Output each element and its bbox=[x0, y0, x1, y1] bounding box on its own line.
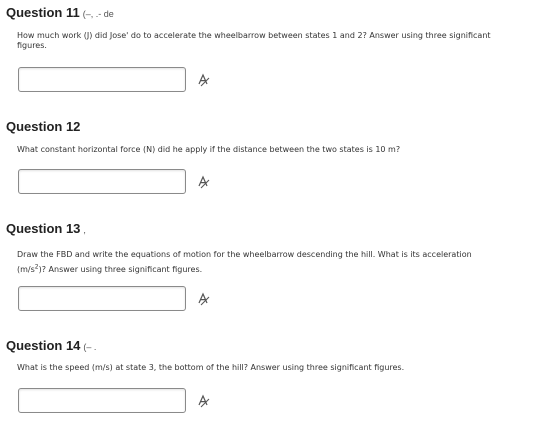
question-title-trail: (– . bbox=[83, 342, 97, 352]
question-title-text: Question 12 bbox=[6, 119, 81, 134]
question-title-text: Question 11 bbox=[6, 5, 80, 20]
question-text bbox=[17, 247, 487, 277]
question-text-part: )? Answer using three significant figures. bbox=[38, 265, 203, 274]
question-title-trail: (–, .- de bbox=[82, 9, 114, 19]
question-title-text: Question 14 bbox=[6, 338, 81, 353]
question-title bbox=[6, 338, 96, 353]
question-text: How much work (J) did Jose' do to accelerate the wheelbarrow between states 1 and 2? Answer using three significant figures. bbox=[17, 31, 491, 50]
question-text: What constant horizontal force (N) did he apply if the distance between the two states is 10 m? bbox=[17, 145, 401, 154]
question-text-part: Draw the FBD and write the equations of motion for the wheelbarrow descending the hill. What is its acceleration (m/s bbox=[17, 250, 472, 274]
equation-editor-icon[interactable] bbox=[197, 292, 211, 306]
answer-input[interactable] bbox=[18, 67, 186, 92]
answer-input[interactable] bbox=[18, 286, 186, 311]
equation-editor-icon[interactable] bbox=[197, 394, 211, 408]
question-title bbox=[6, 5, 114, 20]
question-text: What is the speed (m/s) at state 3, the bottom of the hill? Answer using three significant figures. bbox=[17, 363, 405, 372]
superscript: 2 bbox=[34, 263, 39, 271]
equation-editor-icon[interactable] bbox=[197, 73, 211, 87]
question-title-text: Question 13 bbox=[6, 221, 81, 236]
answer-input[interactable] bbox=[18, 388, 186, 413]
answer-input[interactable] bbox=[18, 169, 186, 194]
question-title-trail: , bbox=[83, 225, 86, 235]
question-title bbox=[6, 221, 86, 236]
question-title bbox=[6, 119, 80, 134]
equation-editor-icon[interactable] bbox=[197, 175, 211, 189]
